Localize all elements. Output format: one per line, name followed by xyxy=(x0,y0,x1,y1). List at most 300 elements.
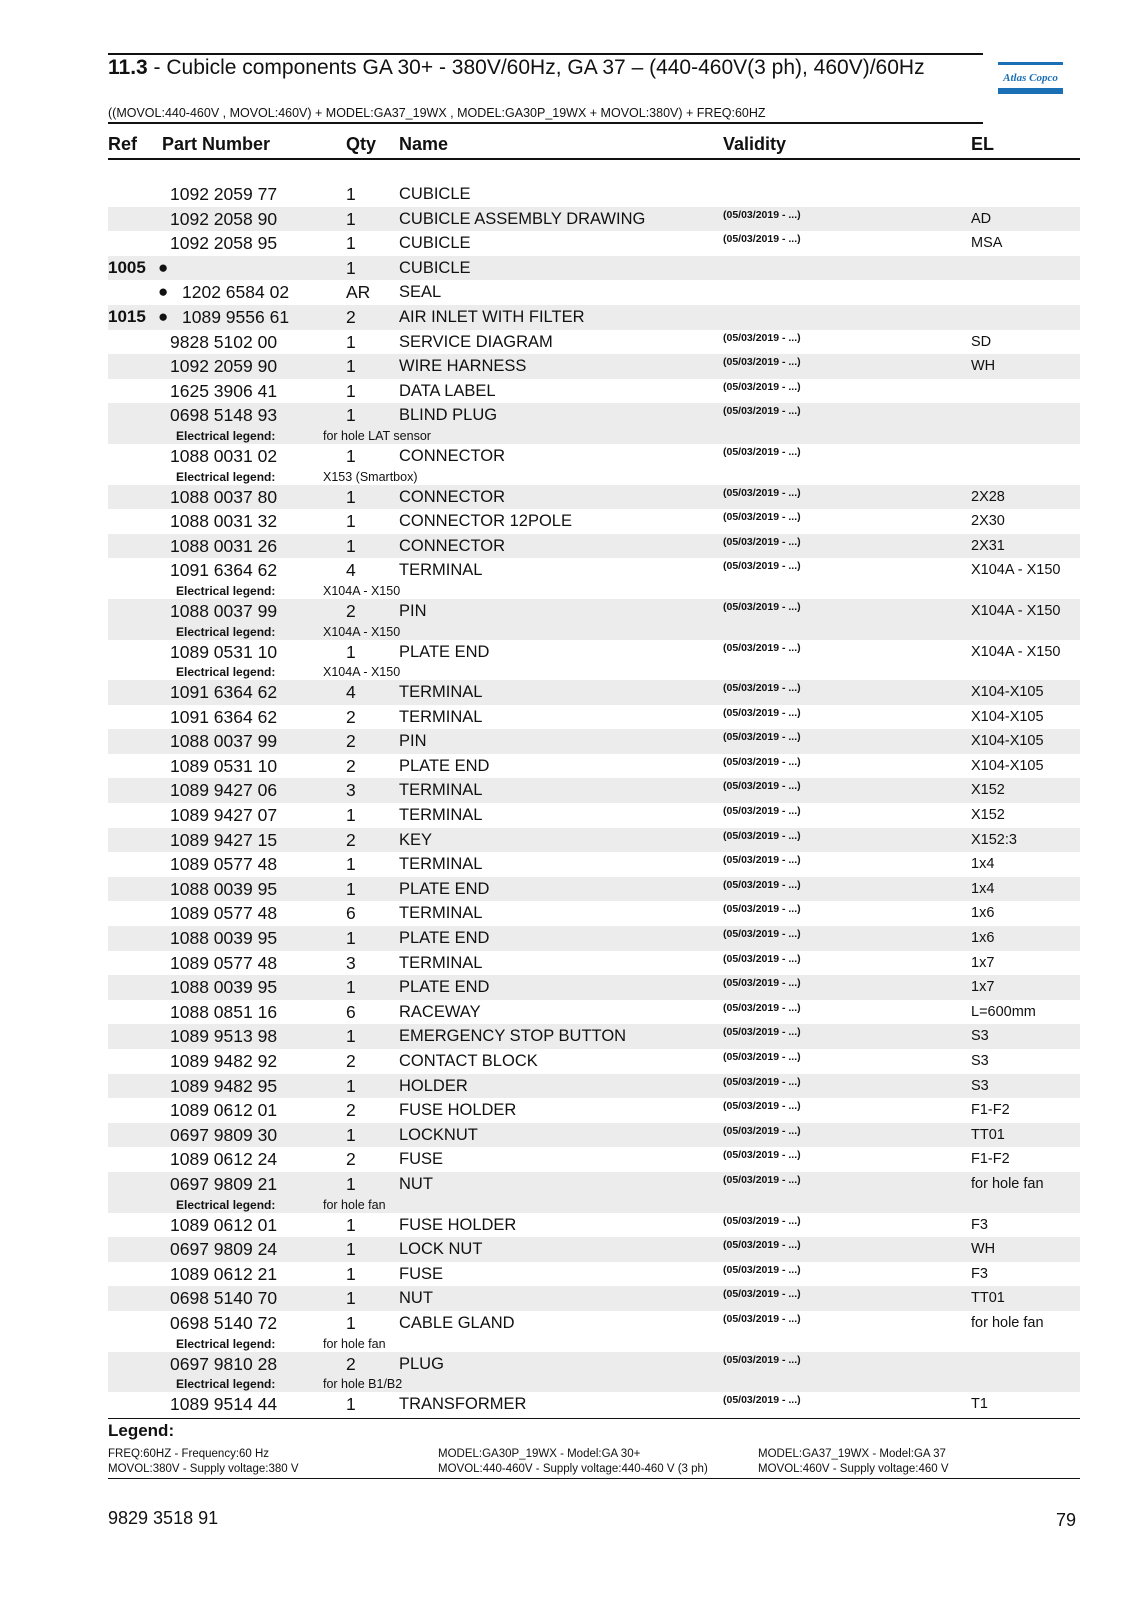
part-number-cell: 1088 0031 02 xyxy=(170,445,278,466)
table-row xyxy=(108,1098,1080,1123)
electrical-legend-row xyxy=(108,583,1080,599)
el-cell: 2X31 xyxy=(971,537,1005,554)
name-cell: TERMINAL xyxy=(399,781,483,800)
qty-cell: 1 xyxy=(346,928,356,949)
table-row xyxy=(108,379,1080,404)
el-cell: for hole fan xyxy=(971,1175,1044,1192)
validity-cell: (05/03/2019 - ...) xyxy=(723,706,801,719)
table-row xyxy=(108,1286,1080,1311)
validity-cell: (05/03/2019 - ...) xyxy=(723,356,801,369)
part-number-cell: 1091 6364 62 xyxy=(170,682,278,703)
qty-cell: 2 xyxy=(346,706,356,727)
el-cell: 1x7 xyxy=(971,979,995,996)
part-number-cell: 0697 9810 28 xyxy=(170,1353,278,1374)
qty-cell: 1 xyxy=(346,380,356,401)
qty-cell: 2 xyxy=(346,755,356,776)
validity-cell: (05/03/2019 - ...) xyxy=(723,1394,801,1407)
qty-cell: 1 xyxy=(346,331,356,352)
qty-cell: 1 xyxy=(346,1239,356,1260)
table-row xyxy=(108,975,1080,1000)
table-row xyxy=(108,599,1080,624)
name-cell: PLATE END xyxy=(399,642,490,661)
qty-cell: 1 xyxy=(346,805,356,826)
el-cell: S3 xyxy=(971,1053,989,1069)
part-number-cell: 1088 0037 80 xyxy=(170,486,278,507)
el-cell: X104-X105 xyxy=(971,684,1044,701)
legend-entry: MODEL:GA37_19WX - Model:GA 37 xyxy=(758,1448,946,1460)
el-cell: for hole fan xyxy=(971,1314,1044,1331)
validity-cell: (05/03/2019 - ...) xyxy=(723,560,801,573)
table-row xyxy=(108,640,1080,665)
electrical-legend-row xyxy=(108,1376,1080,1392)
name-cell: PLATE END xyxy=(399,756,490,775)
qty-cell: AR xyxy=(346,282,371,303)
legend-entry: MOVOL:380V - Supply voltage:380 V xyxy=(108,1463,299,1475)
table-row xyxy=(108,680,1080,705)
part-number-cell: 1089 0612 24 xyxy=(170,1149,278,1170)
electrical-legend-text: for hole LAT sensor xyxy=(323,428,431,443)
qty-cell: 1 xyxy=(346,1312,356,1333)
name-cell: EMERGENCY STOP BUTTON xyxy=(399,1027,627,1046)
el-cell: 1x6 xyxy=(971,905,995,922)
parts-table xyxy=(108,182,1080,1417)
validity-cell: (05/03/2019 - ...) xyxy=(723,535,801,548)
name-cell: FUSE HOLDER xyxy=(399,1101,517,1120)
el-cell: F3 xyxy=(971,1216,988,1233)
header-underline xyxy=(108,158,1080,160)
table-row xyxy=(108,1172,1080,1197)
el-cell: S3 xyxy=(971,1077,989,1094)
part-number-cell: 1091 6364 62 xyxy=(170,560,278,581)
bullet-marker: ● xyxy=(158,257,169,277)
legend-column-1 xyxy=(108,1447,299,1477)
validity-cell: (05/03/2019 - ...) xyxy=(723,1312,801,1325)
qty-cell: 1 xyxy=(346,1173,356,1194)
legend-column-3 xyxy=(758,1447,949,1477)
part-number-cell: 9828 5102 00 xyxy=(170,331,278,352)
table-row xyxy=(108,1024,1080,1049)
qty-cell: 1 xyxy=(346,356,356,377)
validity-cell: (05/03/2019 - ...) xyxy=(723,1239,801,1252)
el-cell: 1x4 xyxy=(971,856,995,873)
el-cell: X104A - X150 xyxy=(971,562,1061,579)
part-number-cell: 1089 0531 10 xyxy=(170,755,278,776)
table-row xyxy=(108,534,1080,559)
validity-cell: (05/03/2019 - ...) xyxy=(723,1288,801,1301)
name-cell: CONNECTOR xyxy=(399,446,506,465)
name-cell: BLIND PLUG xyxy=(399,406,498,425)
ref-cell: 1005 xyxy=(108,257,146,277)
el-cell: AD xyxy=(971,210,992,227)
table-row xyxy=(108,1074,1080,1099)
name-cell: PIN xyxy=(399,601,427,620)
bullet-marker: ● xyxy=(158,282,169,302)
table-row xyxy=(108,1147,1080,1172)
legend-entry: MOVOL:460V - Supply voltage:460 V xyxy=(758,1463,949,1475)
table-row xyxy=(108,803,1080,828)
validity-cell: (05/03/2019 - ...) xyxy=(723,380,801,393)
electrical-legend-text: for hole fan xyxy=(323,1336,386,1351)
qty-cell: 2 xyxy=(346,1051,356,1071)
part-number-cell: 1089 9427 06 xyxy=(170,780,278,801)
validity-cell: (05/03/2019 - ...) xyxy=(723,952,801,965)
part-number-cell: 1092 2059 77 xyxy=(170,184,278,204)
electrical-legend-label: Electrical legend: xyxy=(176,624,276,639)
section-number: 11.3 xyxy=(108,56,148,79)
table-row xyxy=(108,926,1080,951)
validity-cell: (05/03/2019 - ...) xyxy=(723,486,801,499)
name-cell: CUBICLE ASSEMBLY DRAWING xyxy=(399,209,646,228)
name-cell: DATA LABEL xyxy=(399,381,496,400)
name-cell: LOCKNUT xyxy=(399,1125,478,1144)
electrical-legend-text: X104A - X150 xyxy=(323,624,401,639)
atlas-copco-logo xyxy=(998,62,1063,96)
part-number-cell: 1092 2058 95 xyxy=(170,233,278,254)
part-number-cell: 1089 0531 10 xyxy=(170,641,278,662)
validity-cell: (05/03/2019 - ...) xyxy=(723,600,801,613)
el-cell: 1x7 xyxy=(971,954,995,971)
table-row xyxy=(108,558,1080,583)
validity-cell: (05/03/2019 - ...) xyxy=(723,977,801,990)
name-cell: RACEWAY xyxy=(399,1002,481,1021)
col-header-el: EL xyxy=(971,134,995,154)
table-row xyxy=(108,231,1080,256)
validity-cell: (05/03/2019 - ...) xyxy=(723,829,801,842)
validity-cell: (05/03/2019 - ...) xyxy=(723,1026,801,1039)
name-cell: CONNECTOR 12POLE xyxy=(399,512,572,531)
document-number: 9829 3518 91 xyxy=(108,1508,219,1528)
validity-cell: (05/03/2019 - ...) xyxy=(723,928,801,941)
electrical-legend-row xyxy=(108,1336,1080,1352)
name-cell: CONNECTOR xyxy=(399,536,506,555)
table-row xyxy=(108,403,1080,428)
logo-text: Atlas Copco xyxy=(1003,72,1058,84)
part-number-cell: 1092 2058 90 xyxy=(170,208,278,229)
qty-cell: 2 xyxy=(346,306,356,327)
electrical-legend-label: Electrical legend: xyxy=(176,1377,276,1392)
electrical-legend-label: Electrical legend: xyxy=(176,1197,276,1212)
el-cell: L=600mm xyxy=(971,1003,1036,1020)
electrical-legend-text: X153 (Smartbox) xyxy=(323,469,418,484)
electrical-legend-label: Electrical legend: xyxy=(176,665,276,680)
electrical-legend-label: Electrical legend: xyxy=(176,583,276,598)
part-number-cell: 1089 0612 01 xyxy=(170,1100,278,1121)
part-number-cell: 1089 0577 48 xyxy=(170,854,278,875)
qty-cell: 2 xyxy=(346,1353,356,1374)
part-number-cell: 1092 2059 90 xyxy=(170,356,278,377)
el-cell: F1-F2 xyxy=(971,1151,1010,1168)
validity-cell: (05/03/2019 - ...) xyxy=(723,445,801,458)
table-row xyxy=(108,305,1080,330)
name-cell: PLATE END xyxy=(399,879,490,898)
qty-cell: 1 xyxy=(346,854,356,875)
qty-cell: 1 xyxy=(346,535,356,556)
qty-cell: 1 xyxy=(346,1026,356,1047)
electrical-legend-label: Electrical legend: xyxy=(176,469,276,484)
part-number-cell: 1089 0577 48 xyxy=(170,952,278,973)
qty-cell: 1 xyxy=(346,257,356,278)
validity-cell: (05/03/2019 - ...) xyxy=(723,854,801,867)
table-row xyxy=(108,182,1080,207)
name-cell: KEY xyxy=(399,830,433,849)
qty-cell: 2 xyxy=(346,1149,356,1170)
qty-cell: 1 xyxy=(346,511,356,532)
name-cell: CUBICLE xyxy=(399,185,471,203)
part-number-cell: 0697 9809 30 xyxy=(170,1124,278,1145)
qty-cell: 1 xyxy=(346,233,356,254)
table-row xyxy=(108,280,1080,305)
name-cell: LOCK NUT xyxy=(399,1240,483,1259)
table-row xyxy=(108,1352,1080,1377)
qty-cell: 1 xyxy=(346,1288,356,1309)
part-number-cell: 0697 9809 24 xyxy=(170,1239,278,1260)
table-row xyxy=(108,509,1080,534)
part-number-cell: 1089 0612 21 xyxy=(170,1263,278,1284)
qty-cell: 1 xyxy=(346,641,356,662)
table-row xyxy=(108,207,1080,232)
qty-cell: 1 xyxy=(346,1124,356,1145)
electrical-legend-row xyxy=(108,428,1080,444)
name-cell: AIR INLET WITH FILTER xyxy=(399,307,585,326)
part-number-cell: 0697 9809 21 xyxy=(170,1173,278,1194)
name-cell: SERVICE DIAGRAM xyxy=(399,332,553,351)
el-cell: X104A - X150 xyxy=(971,602,1061,619)
el-cell: MSA xyxy=(971,235,1003,252)
name-cell: FUSE HOLDER xyxy=(399,1215,517,1234)
part-number-cell: 1089 9556 61 xyxy=(182,306,290,327)
name-cell: FUSE xyxy=(399,1264,444,1283)
validity-cell: (05/03/2019 - ...) xyxy=(723,1353,801,1366)
part-number-cell: 1088 0031 26 xyxy=(170,535,278,556)
table-row xyxy=(108,1000,1080,1025)
part-number-cell: 1091 6364 62 xyxy=(170,706,278,727)
table-row xyxy=(108,1311,1080,1336)
electrical-legend-row xyxy=(108,1197,1080,1213)
name-cell: PLATE END xyxy=(399,978,490,997)
electrical-legend-row xyxy=(108,664,1080,680)
table-row xyxy=(108,901,1080,926)
qty-cell: 6 xyxy=(346,903,356,924)
part-number-cell: 0698 5140 72 xyxy=(170,1312,278,1333)
table-row xyxy=(108,1392,1080,1417)
validity-cell: (05/03/2019 - ...) xyxy=(723,878,801,891)
el-cell: X104-X105 xyxy=(971,708,1044,725)
legend-entry: MOVOL:440-460V - Supply voltage:440-460 V (3 ph) xyxy=(438,1463,708,1475)
el-cell: F3 xyxy=(971,1265,988,1282)
qty-cell: 1 xyxy=(346,184,356,204)
name-cell: TERMINAL xyxy=(399,806,483,825)
name-cell: SEAL xyxy=(399,283,442,302)
electrical-legend-label: Electrical legend: xyxy=(176,1336,276,1351)
header-top-rule xyxy=(108,53,983,55)
page-title xyxy=(108,56,978,80)
table-row xyxy=(108,828,1080,853)
table-row xyxy=(108,1123,1080,1148)
validity-cell: (05/03/2019 - ...) xyxy=(723,1051,801,1063)
qty-cell: 2 xyxy=(346,600,356,621)
table-row xyxy=(108,256,1080,281)
part-number-cell: 0698 5148 93 xyxy=(170,405,278,426)
validity-cell: (05/03/2019 - ...) xyxy=(723,903,801,916)
table-row xyxy=(108,1237,1080,1262)
qty-cell: 4 xyxy=(346,682,356,703)
part-number-cell: 1088 0037 99 xyxy=(170,731,278,752)
part-number-cell: 1089 0612 01 xyxy=(170,1214,278,1235)
name-cell: NUT xyxy=(399,1174,433,1193)
qty-cell: 1 xyxy=(346,445,356,466)
part-number-cell: 1625 3906 41 xyxy=(170,380,278,401)
el-cell: 2X30 xyxy=(971,513,1005,530)
el-cell: TT01 xyxy=(971,1126,1005,1143)
name-cell: WIRE HARNESS xyxy=(399,357,527,376)
name-cell: TERMINAL xyxy=(399,904,483,923)
table-row xyxy=(108,705,1080,730)
qty-cell: 2 xyxy=(346,829,356,850)
name-cell: HOLDER xyxy=(399,1076,468,1095)
qty-cell: 6 xyxy=(346,1001,356,1022)
legend-bottom-rule xyxy=(108,1478,1080,1479)
el-cell: X152 xyxy=(971,782,1005,799)
page-number: 79 xyxy=(1056,1510,1077,1530)
table-row xyxy=(108,1262,1080,1287)
name-cell: CUBICLE xyxy=(399,258,471,277)
qty-cell: 1 xyxy=(346,486,356,507)
section-title: - Cubicle components GA 30+ - 380V/60Hz, GA 37 – (440-460V(3 ph), 460V)/60Hz xyxy=(147,56,925,79)
part-number-cell: 1088 0039 95 xyxy=(170,977,278,998)
el-cell: X152 xyxy=(971,807,1005,824)
ref-cell: 1015 xyxy=(108,306,146,326)
table-row xyxy=(108,444,1080,469)
table-row xyxy=(108,951,1080,976)
col-header-ref: Ref xyxy=(108,134,138,154)
validity-cell: (05/03/2019 - ...) xyxy=(723,331,801,344)
part-number-cell: 1089 9427 07 xyxy=(170,805,278,826)
part-number-cell: 1089 9482 95 xyxy=(170,1075,278,1096)
name-cell: PLUG xyxy=(399,1354,444,1373)
electrical-legend-text: for hole B1/B2 xyxy=(323,1377,403,1392)
legend-title: Legend: xyxy=(108,1421,175,1440)
el-cell: S3 xyxy=(971,1028,989,1045)
name-cell: TRANSFORMER xyxy=(399,1395,527,1414)
part-number-cell: 1088 0031 32 xyxy=(170,511,278,532)
part-number-cell: 1089 0577 48 xyxy=(170,903,278,924)
el-cell: TT01 xyxy=(971,1290,1005,1307)
part-number-cell: 1202 6584 02 xyxy=(182,282,290,303)
qty-cell: 2 xyxy=(346,1100,356,1121)
validity-cell: (05/03/2019 - ...) xyxy=(723,233,801,246)
name-cell: CUBICLE xyxy=(399,234,471,253)
part-number-cell: 1089 9514 44 xyxy=(170,1394,278,1415)
validity-cell: (05/03/2019 - ...) xyxy=(723,1149,801,1162)
header-bottom-rule xyxy=(108,122,983,124)
part-number-cell: 1088 0851 16 xyxy=(170,1001,278,1022)
validity-cell: (05/03/2019 - ...) xyxy=(723,1173,801,1186)
validity-cell: (05/03/2019 - ...) xyxy=(723,1124,801,1137)
electrical-legend-text: for hole fan xyxy=(323,1197,386,1212)
table-row xyxy=(108,1049,1080,1074)
part-number-cell: 1089 9427 15 xyxy=(170,829,278,850)
name-cell: PIN xyxy=(399,732,427,751)
table-row xyxy=(108,354,1080,379)
col-header-name: Name xyxy=(399,134,449,154)
name-cell: CABLE GLAND xyxy=(399,1313,515,1332)
validity-cell: (05/03/2019 - ...) xyxy=(723,1001,801,1014)
qty-cell: 3 xyxy=(346,952,356,973)
el-cell: X104A - X150 xyxy=(971,643,1061,660)
table-row xyxy=(108,1213,1080,1238)
qty-cell: 1 xyxy=(346,1263,356,1284)
validity-cell: (05/03/2019 - ...) xyxy=(723,641,801,654)
validity-cell: (05/03/2019 - ...) xyxy=(723,1214,801,1227)
electrical-legend-text: X104A - X150 xyxy=(323,583,401,598)
electrical-legend-row xyxy=(108,624,1080,640)
el-cell: F1-F2 xyxy=(971,1102,1010,1119)
legend-column-2 xyxy=(438,1447,708,1477)
el-cell: T1 xyxy=(971,1396,988,1413)
el-cell: WH xyxy=(971,1241,996,1258)
validity-cell: (05/03/2019 - ...) xyxy=(723,682,801,695)
validity-cell: (05/03/2019 - ...) xyxy=(723,405,801,418)
qty-cell: 4 xyxy=(346,560,356,581)
table-row xyxy=(108,778,1080,803)
name-cell: TERMINAL xyxy=(399,855,483,874)
validity-cell: (05/03/2019 - ...) xyxy=(723,511,801,524)
qty-cell: 1 xyxy=(346,405,356,426)
el-cell: SD xyxy=(971,333,992,350)
el-cell: X104-X105 xyxy=(971,733,1044,750)
qty-cell: 3 xyxy=(346,780,356,801)
col-header-qty: Qty xyxy=(346,134,377,154)
legend-entry: MODEL:GA30P_19WX - Model:GA 30+ xyxy=(438,1448,641,1460)
validity-cell: (05/03/2019 - ...) xyxy=(723,731,801,744)
bullet-marker: ● xyxy=(158,306,169,326)
validity-cell: (05/03/2019 - ...) xyxy=(723,1100,801,1113)
name-cell: TERMINAL xyxy=(399,561,483,580)
validity-cell: (05/03/2019 - ...) xyxy=(723,805,801,818)
table-row xyxy=(108,330,1080,355)
el-cell: X152:3 xyxy=(971,831,1017,848)
table-row xyxy=(108,877,1080,902)
validity-cell: (05/03/2019 - ...) xyxy=(723,208,801,221)
name-cell: PLATE END xyxy=(399,929,490,948)
col-header-validity: Validity xyxy=(723,134,787,154)
electrical-legend-label: Electrical legend: xyxy=(176,428,276,443)
qty-cell: 2 xyxy=(346,731,356,752)
validity-cell: (05/03/2019 - ...) xyxy=(723,780,801,793)
validity-cell: (05/03/2019 - ...) xyxy=(723,1075,801,1088)
col-header-part-number: Part Number xyxy=(162,134,271,154)
qty-cell: 1 xyxy=(346,1075,356,1096)
el-cell: 1x6 xyxy=(971,930,995,947)
name-cell: NUT xyxy=(399,1289,433,1308)
name-cell: CONNECTOR xyxy=(399,487,506,506)
part-number-cell: 0698 5140 70 xyxy=(170,1288,278,1309)
validity-cell: (05/03/2019 - ...) xyxy=(723,1263,801,1276)
validity-cell: (05/03/2019 - ...) xyxy=(723,755,801,768)
qty-cell: 1 xyxy=(346,1214,356,1235)
name-cell: FUSE xyxy=(399,1150,444,1169)
legend-top-rule xyxy=(108,1418,1080,1419)
electrical-legend-text: X104A - X150 xyxy=(323,665,401,680)
part-number-cell: 1089 9482 92 xyxy=(170,1051,278,1071)
el-cell: X104-X105 xyxy=(971,757,1044,774)
el-cell: 2X28 xyxy=(971,488,1005,505)
el-cell: WH xyxy=(971,358,996,375)
part-number-cell: 1088 0039 95 xyxy=(170,878,278,899)
qty-cell: 1 xyxy=(346,878,356,899)
table-row xyxy=(108,729,1080,754)
qty-cell: 1 xyxy=(346,977,356,998)
